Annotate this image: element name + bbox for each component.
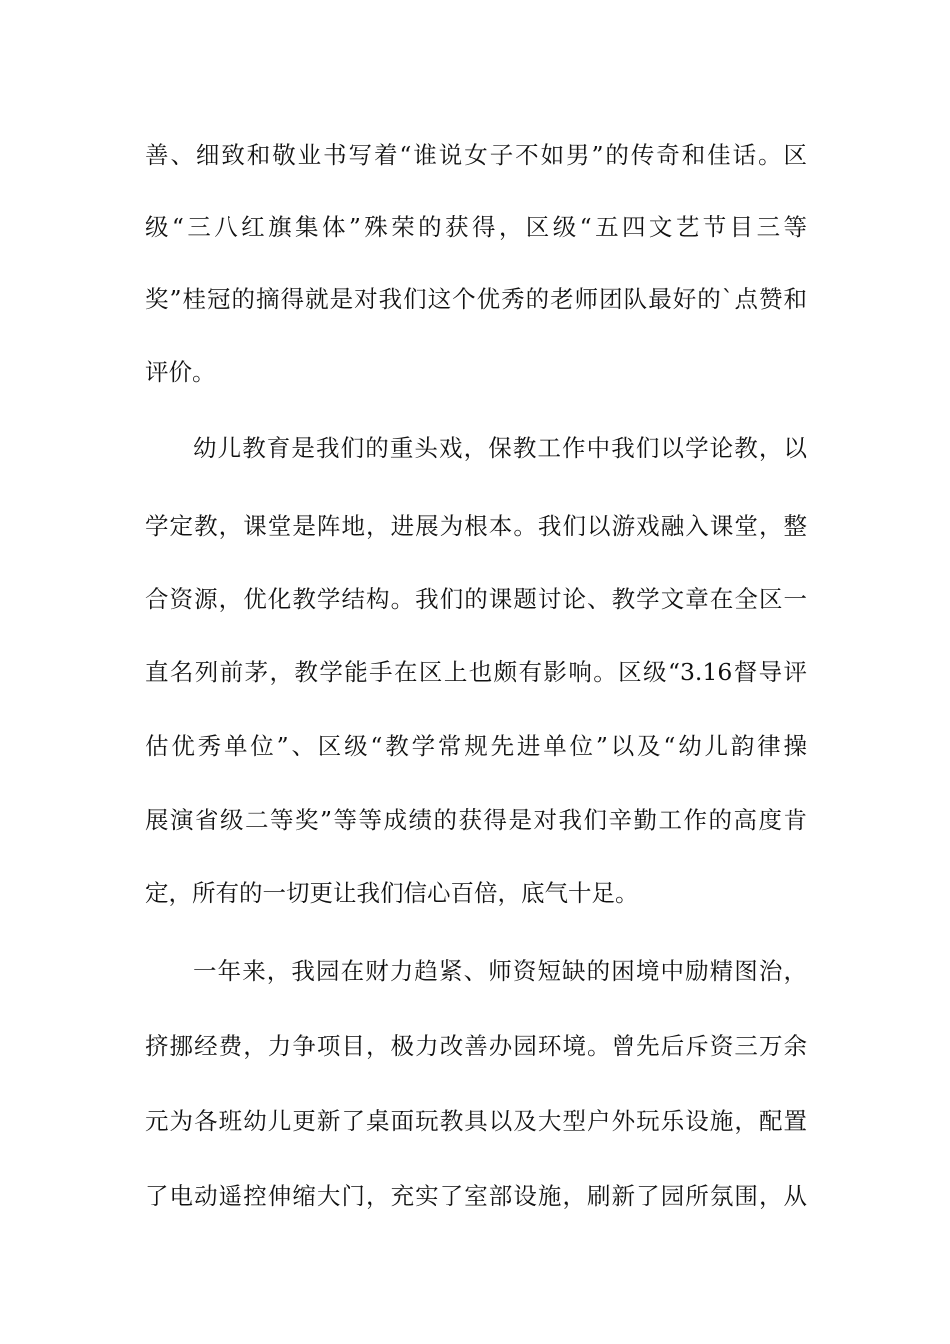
text-line: 一年来，我园在财力趋紧、师资短缺的困境中励精图治， xyxy=(193,957,807,985)
text-line: 善、细致和敬业书写着“谁说女子不如男”的传奇和佳话。区 xyxy=(145,141,807,169)
text-line: 合资源，优化教学结构。我们的课题讨论、教学文章在全区一 xyxy=(145,585,807,613)
text-line: 级“三八红旗集体”殊荣的获得，区级“五四文艺节目三等 xyxy=(145,213,807,241)
text-line: 展演省级二等奖”等等成绩的获得是对我们辛勤工作的高度肯 xyxy=(145,806,807,834)
text-line: 直名列前茅，教学能手在区上也颇有影响。区级“3.16督导评 xyxy=(145,658,807,686)
text-line: 元为各班幼儿更新了桌面玩教具以及大型户外玩乐设施，配置 xyxy=(145,1107,807,1135)
text-line: 评价。 xyxy=(145,358,216,386)
text-line: 估优秀单位”、区级“教学常规先进单位”以及“幼儿韵律操 xyxy=(145,732,807,760)
text-line: 了电动遥控伸缩大门，充实了室部设施，刷新了园所氛围，从 xyxy=(145,1182,807,1210)
text-line: 学定教，课堂是阵地，进展为根本。我们以游戏融入课堂，整 xyxy=(145,512,807,540)
text-line: 幼儿教育是我们的重头戏，保教工作中我们以学论教，以 xyxy=(193,434,807,462)
text-line: 奖”桂冠的摘得就是对我们这个优秀的老师团队最好的`点赞和 xyxy=(145,285,807,313)
text-line: 挤挪经费，力争项目，极力改善办园环境。曾先后斥资三万余 xyxy=(145,1032,807,1060)
text-line: 定，所有的一切更让我们信心百倍，底气十足。 xyxy=(145,879,639,907)
